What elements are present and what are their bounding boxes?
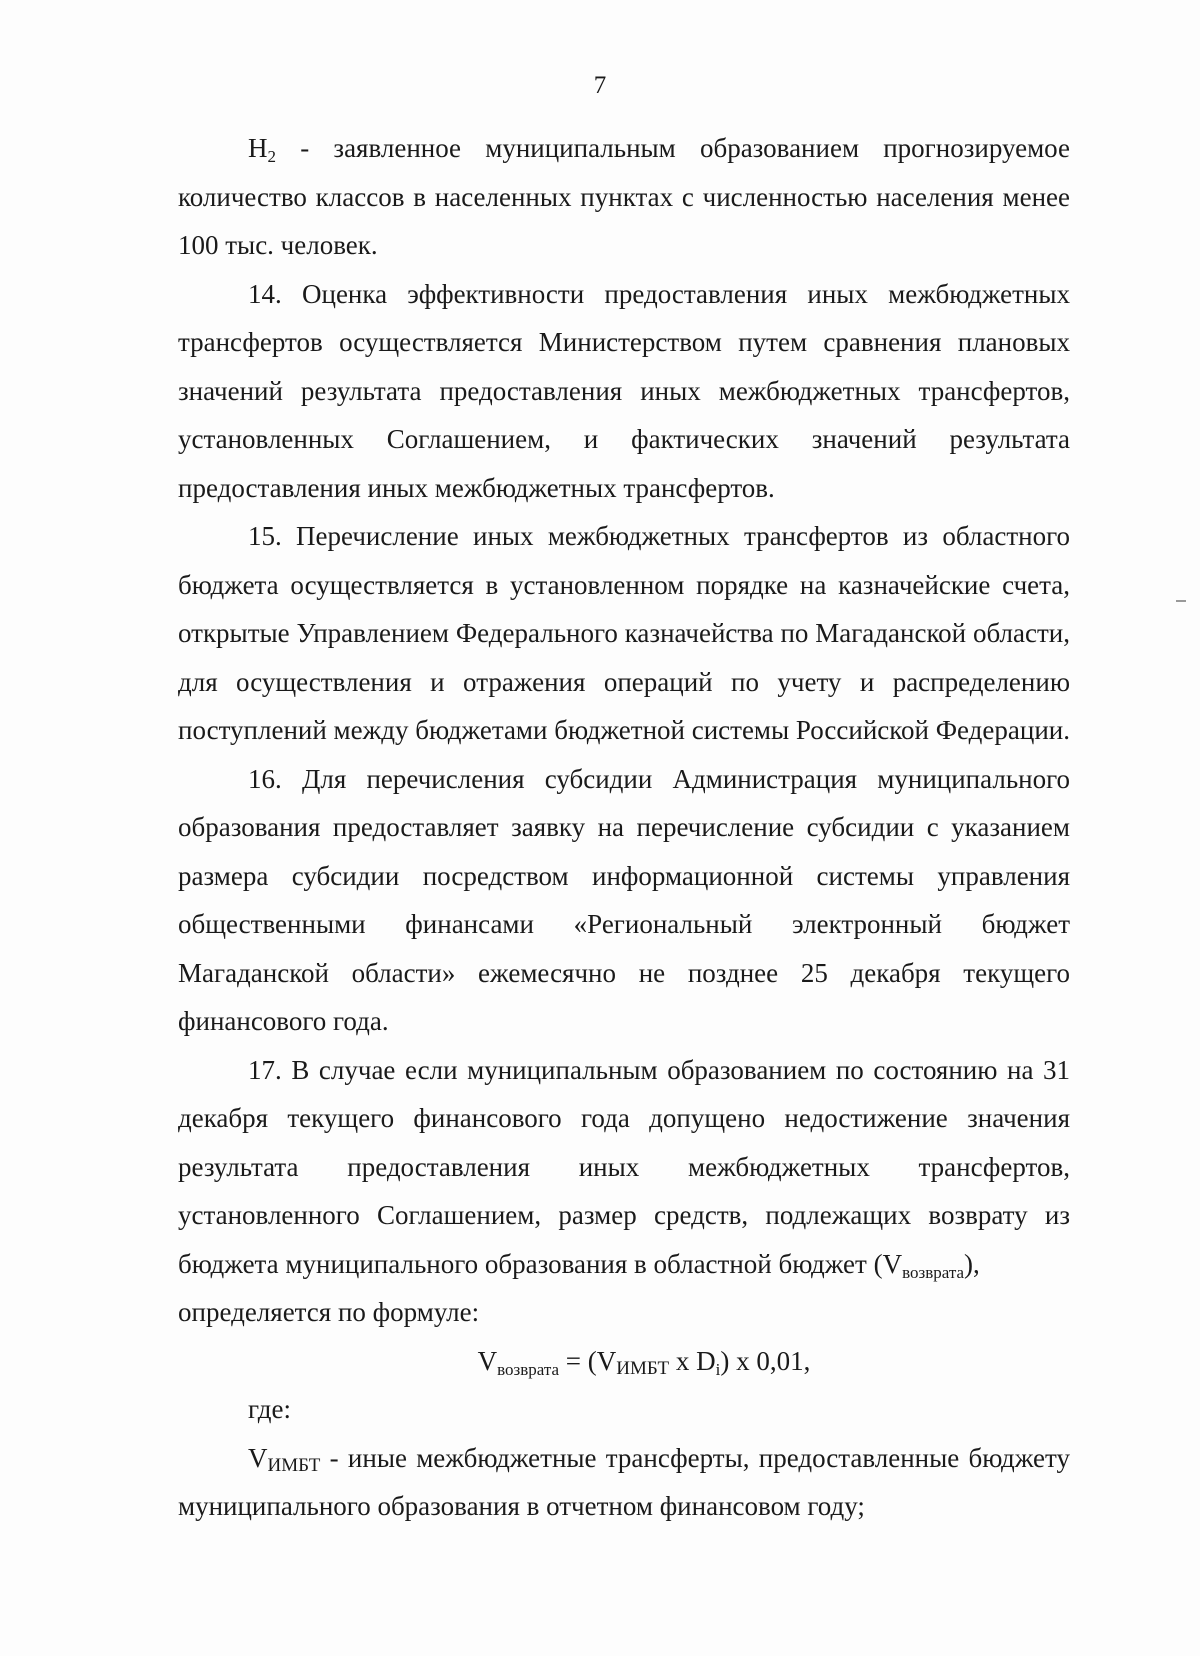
formula-mid: x D xyxy=(669,1345,716,1376)
formula-eq: = (V xyxy=(559,1345,617,1376)
formula-tail: ) x 0,01, xyxy=(720,1345,811,1376)
paragraph-14: 14. Оценка эффективности предоставления иных межбюджетных трансфертов осуществляется Министерством путем сравнения плановых значений результата предоставления иных межбюджетных трансфертов, установленных Соглашением, и фактических значений результата предоставления иных межбюджетных трансфертов. xyxy=(178,278,1070,503)
scan-edge-mark xyxy=(1176,600,1186,602)
h2-subscript: 2 xyxy=(267,147,276,166)
paragraph-h2-definition xyxy=(178,124,1070,270)
paragraph-vimbt-definition xyxy=(178,1434,1070,1531)
h2-symbol: H xyxy=(248,133,268,163)
vimbt-definition-text: - иные межбюджетные трансферты, предоставленные бюджету муниципального образования в отчетном финансовом году; xyxy=(178,1442,1070,1521)
formula-v: V xyxy=(477,1345,498,1376)
paragraph-17-tail: ), xyxy=(964,1248,980,1279)
formula-v-subscript: возврата xyxy=(497,1359,560,1379)
paragraph-17-text: 17. В случае если муниципальным образованием по состоянию на 31 декабря текущего финансового года допущено недостижение значения результата предоставления иных межбюджетных трансфертов, установленного Соглашением, размер средств, подлежащих возврату из бюджета муниципального образования в областной бюджет (V xyxy=(178,1054,1070,1279)
vimbt-subscript: ИМБТ xyxy=(267,1454,321,1476)
paragraph-17 xyxy=(178,1046,1070,1289)
v-return-subscript: возврата xyxy=(902,1262,965,1282)
vimbt-symbol: V xyxy=(248,1442,268,1473)
formula-i-subscript: i xyxy=(715,1359,721,1379)
formula-imbt-subscript: ИМБТ xyxy=(616,1357,670,1379)
page-number: 7 xyxy=(593,72,607,99)
paragraph-17-line2: определяется по формуле: xyxy=(178,1297,480,1327)
paragraph-15: 15. Перечисление иных межбюджетных трансфертов из областного бюджета осуществляется в установленном порядке на казначейские счета, открытые Управлением Федерального казначейства по Магаданской области, для осуществления и отражения операций по учету и распределению поступлений между бюджетами бюджетной системы Российской Федерации. xyxy=(178,521,1070,745)
h2-definition-text: - заявленное муниципальным образованием прогнозируемое количество классов в населенных пунктах с численностью населения менее 100 тыс. человек. xyxy=(178,133,1070,260)
paragraph-16: 16. Для перечисления субсидии Администрация муниципального образования предоставляет заявку на перечисление субсидии с указанием размера субсидии посредством информационной системы управления общественными финансами «Региональный электронный бюджет Магаданской области» ежемесячно не позднее 25 декабря текущего финансового года. xyxy=(178,763,1070,1036)
where-label: где: xyxy=(248,1394,291,1424)
document-body xyxy=(178,124,1070,1531)
return-formula xyxy=(178,1337,1070,1386)
